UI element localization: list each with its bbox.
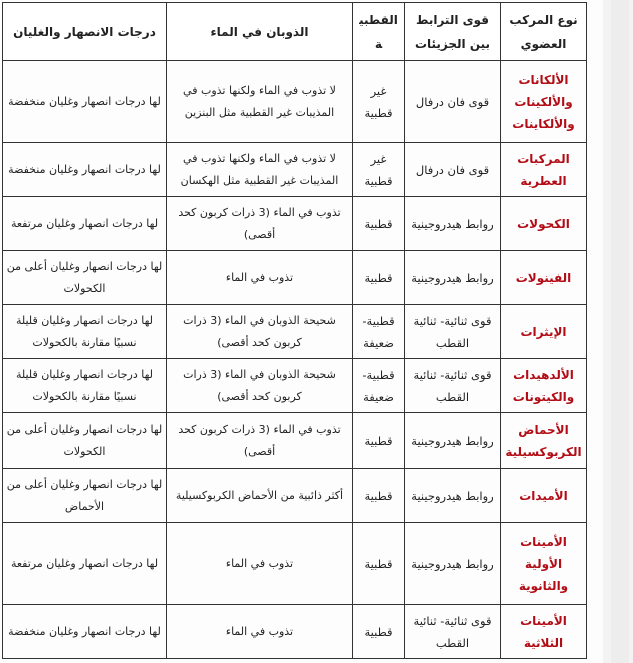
table-row	[3, 523, 587, 605]
solubility-cell: أكثر ذائبية من الأحماض الكربوكسيلية	[167, 469, 353, 523]
polarity-cell: قطبية	[353, 605, 405, 659]
solubility-cell: تذوب في الماء	[167, 251, 353, 305]
solubility-cell: شحيحة الذوبان في الماء (3 ذرات كربون كحد أقصى)	[167, 305, 353, 359]
binding-forces-cell: قوى فان درفال	[405, 143, 501, 197]
header-row	[3, 3, 587, 61]
boiling-points-cell: لها درجات انصهار وغليان مرتفعة	[3, 523, 167, 605]
table-row	[3, 197, 587, 251]
compound-type-cell: المركبات العطرية	[501, 143, 587, 197]
boiling-points-cell: لها درجات انصهار وغليان أعلى من الأحماض	[3, 469, 167, 523]
compound-type-cell: الفينولات	[501, 251, 587, 305]
header-polarity: القطبية	[353, 3, 405, 61]
compound-type-cell: الأميدات	[501, 469, 587, 523]
solubility-cell: لا تذوب في الماء ولكنها تذوب في المذيبات غير القطبية مثل البنزين	[167, 61, 353, 143]
solubility-cell: تذوب في الماء	[167, 605, 353, 659]
binding-forces-cell: قوى ثنائية- ثنائية القطب	[405, 605, 501, 659]
compound-type-cell: الألدهيدات والكيتونات	[501, 359, 587, 413]
compound-type-cell: الكحولات	[501, 197, 587, 251]
page-edge-margin	[603, 0, 633, 663]
solubility-cell: تذوب في الماء (3 ذرات كربون كحد أقصى)	[167, 197, 353, 251]
polarity-cell: قطبية- ضعيفة	[353, 305, 405, 359]
table-row	[3, 61, 587, 143]
page-edge-strip	[611, 0, 629, 663]
solubility-cell: لا تذوب في الماء ولكنها تذوب في المذيبات غير القطبية مثل الهكسان	[167, 143, 353, 197]
binding-forces-cell: روابط هيدروجينية	[405, 197, 501, 251]
binding-forces-cell: روابط هيدروجينية	[405, 469, 501, 523]
table-row	[3, 359, 587, 413]
boiling-points-cell: لها درجات انصهار وغليان أعلى من الكحولات	[3, 251, 167, 305]
binding-forces-cell: قوى فان درفال	[405, 61, 501, 143]
polarity-cell: قطبية	[353, 413, 405, 469]
boiling-points-cell: لها درجات انصهار وغليان مرتفعة	[3, 197, 167, 251]
binding-forces-cell: روابط هيدروجينية	[405, 413, 501, 469]
boiling-points-cell: لها درجات انصهار وغليان منخفضة	[3, 61, 167, 143]
table-row	[3, 605, 587, 659]
polarity-cell: غير قطبية	[353, 143, 405, 197]
boiling-points-cell: لها درجات انصهار وغليان قليلة نسبيًا مقارنة بالكحولات	[3, 305, 167, 359]
compound-type-cell: الألكانات والألكينات والألكاينات	[501, 61, 587, 143]
header-solubility: الذوبان في الماء	[167, 3, 353, 61]
binding-forces-cell: روابط هيدروجينية	[405, 251, 501, 305]
polarity-cell: قطبية	[353, 523, 405, 605]
polarity-cell: غير قطبية	[353, 61, 405, 143]
header-binding-forces: قوى الترابط بين الجزيئات	[405, 3, 501, 61]
table-row	[3, 143, 587, 197]
table-row	[3, 251, 587, 305]
polarity-cell: قطبية	[353, 197, 405, 251]
table-row	[3, 469, 587, 523]
header-compound-type: نوع المركب العضوي	[501, 3, 587, 61]
organic-compounds-table	[2, 2, 587, 659]
table-row	[3, 413, 587, 469]
binding-forces-cell: قوى ثنائية- ثنائية القطب	[405, 305, 501, 359]
boiling-points-cell: لها درجات انصهار وغليان منخفضة	[3, 143, 167, 197]
binding-forces-cell: قوى ثنائية- ثنائية القطب	[405, 359, 501, 413]
compound-type-cell: الأمينات الثلاثية	[501, 605, 587, 659]
solubility-cell: شحيحة الذوبان في الماء (3 ذرات كربون كحد أقصى)	[167, 359, 353, 413]
compound-type-cell: الأحماض الكربوكسيلية	[501, 413, 587, 469]
table-row	[3, 305, 587, 359]
polarity-cell: قطبية	[353, 469, 405, 523]
solubility-cell: تذوب في الماء	[167, 523, 353, 605]
compound-type-cell: الأمينات الأولية والثانوية	[501, 523, 587, 605]
solubility-cell: تذوب في الماء (3 ذرات كربون كحد أقصى)	[167, 413, 353, 469]
polarity-cell: قطبية- ضعيفة	[353, 359, 405, 413]
boiling-points-cell: لها درجات انصهار وغليان قليلة نسبيًا مقارنة بالكحولات	[3, 359, 167, 413]
polarity-cell: قطبية	[353, 251, 405, 305]
boiling-points-cell: لها درجات انصهار وغليان منخفضة	[3, 605, 167, 659]
compound-type-cell: الإيثرات	[501, 305, 587, 359]
boiling-points-cell: لها درجات انصهار وغليان أعلى من الكحولات	[3, 413, 167, 469]
binding-forces-cell: روابط هيدروجينية	[405, 523, 501, 605]
header-boiling-points: درجات الانصهار والغليان	[3, 3, 167, 61]
